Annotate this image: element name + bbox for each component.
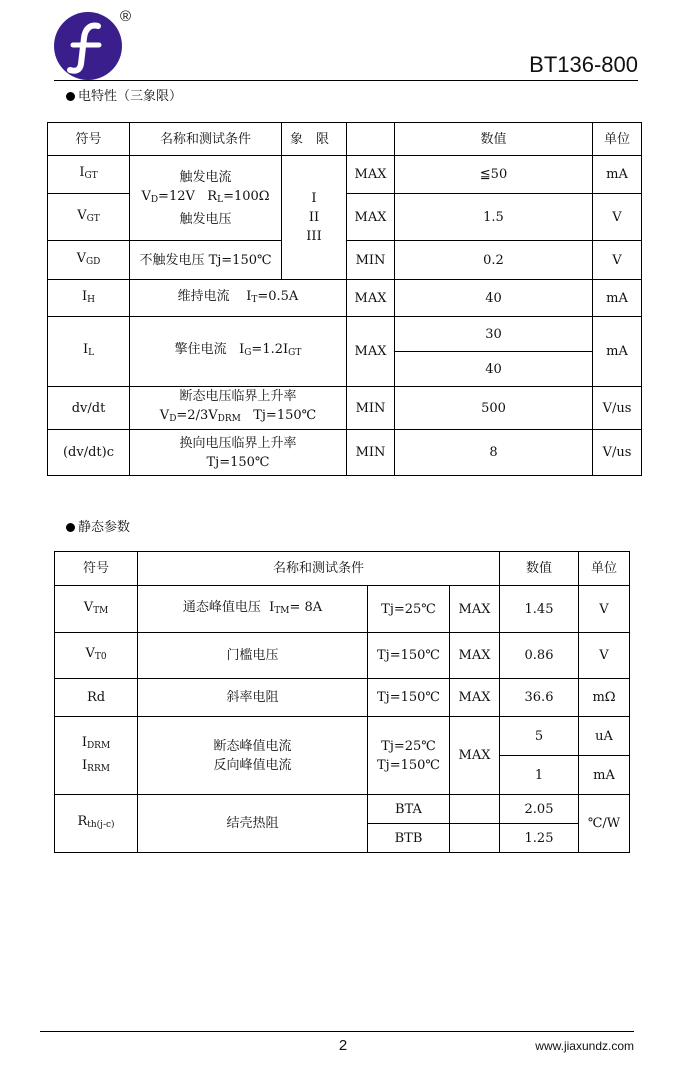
condition-cell: 结壳热阻 [138,795,368,853]
value-cell: 8 [395,430,593,476]
footer-divider [40,1031,634,1032]
header-divider [54,80,638,81]
static-parameters-table [54,551,630,853]
table-header-row [55,552,630,586]
value-cell: 5 [500,717,579,756]
section-title-electrical: 电特性（三象限） [66,85,182,104]
temperature-cell: Tj=150℃ [368,633,450,679]
table-row [48,156,642,194]
website-link[interactable]: www.jiaxundz.com [535,1039,634,1053]
unit-cell: V [579,633,630,679]
unit-cell: V/us [593,430,642,476]
header-cell [347,123,395,156]
table-row [55,717,630,756]
table-row [48,317,642,352]
value-cell: 500 [395,387,593,430]
table-row [55,679,630,717]
value-cell: ≦50 [395,156,593,194]
unit-cell: mA [579,756,630,795]
package-cell: BTB [368,824,450,853]
unit-cell: V/us [593,387,642,430]
minmax-cell: MAX [347,156,395,194]
header-cell: 符号 [48,123,130,156]
section-title-static: 静态参数 [66,516,130,535]
symbol-cell: dv/dt [48,387,130,430]
symbol-cell: $V_{T0}$ [55,633,138,679]
condition-cell: 擎住电流 $I_G=1.2I_{GT}$ [130,317,347,387]
bullet-icon [66,92,75,101]
unit-cell: V [593,241,642,280]
quadrant-cell: I II III [282,156,347,280]
condition-cell: 断态峰值电流 反向峰值电流 [138,717,368,795]
table-row [55,633,630,679]
header-cell: 单位 [593,123,642,156]
table-row [48,280,642,317]
value-cell: 0.86 [500,633,579,679]
table-row [55,795,630,824]
symbol-cell: $V_{TM}$ [55,586,138,633]
table-row [48,387,642,430]
condition-cell: 断态电压临界上升率 $V_D=2/3V_{DRM}$ Tj=150℃ [130,387,347,430]
electrical-characteristics-table [47,122,642,476]
value-cell: 1 [500,756,579,795]
symbol-cell: (dv/dt)c [48,430,130,476]
minmax-cell: MIN [347,387,395,430]
value-cell: 40 [395,352,593,387]
temperature-cell: Tj=25℃ Tj=150℃ [368,717,450,795]
table-row [48,430,642,476]
header-cell: 数值 [500,552,579,586]
minmax-cell: MAX [347,194,395,241]
unit-cell: mA [593,156,642,194]
condition-cell: 不触发电压 Tj=150℃ [130,241,282,280]
unit-cell: mA [593,317,642,387]
minmax-cell [450,824,500,853]
header-cell: 单位 [579,552,630,586]
minmax-cell: MAX [450,717,500,795]
symbol-cell: $V_{GD}$ [48,241,130,280]
symbol-cell: $I_L$ [48,317,130,387]
condition-cell: 维持电流 $I_T=0.5A$ [130,280,347,317]
symbol-cell: Rd [55,679,138,717]
condition-cell: 通态峰值电压 $I_{TM}= 8A$ [138,586,368,633]
document-title: BT136-800 [529,52,638,77]
minmax-cell: MAX [347,280,395,317]
unit-cell: mΩ [579,679,630,717]
minmax-cell: MIN [347,430,395,476]
minmax-cell: MIN [347,241,395,280]
symbol-cell: $V_{GT}$ [48,194,130,241]
unit-cell: ℃/W [579,795,630,853]
symbol-cell: $I_{GT}$ [48,156,130,194]
condition-cell: 触发电流 $V_D=12V$ $R_L=100\Omega$ 触发电压 [130,156,282,241]
minmax-cell: MAX [450,679,500,717]
condition-cell: 门槛电压 [138,633,368,679]
company-logo [54,12,122,80]
bullet-icon [66,523,75,532]
unit-cell: V [579,586,630,633]
value-cell: 1.25 [500,824,579,853]
package-cell: BTA [368,795,450,824]
header-cell: 象 限 [282,123,347,156]
value-cell: 1.5 [395,194,593,241]
value-cell: 40 [395,280,593,317]
unit-cell: mA [593,280,642,317]
table-header-row [48,123,642,156]
unit-cell: V [593,194,642,241]
value-cell: 2.05 [500,795,579,824]
header-cell: 符号 [55,552,138,586]
header-cell: 名称和测试条件 [130,123,282,156]
temperature-cell: Tj=150℃ [368,679,450,717]
condition-cell: 换向电压临界上升率 Tj=150℃ [130,430,347,476]
value-cell: 1.45 [500,586,579,633]
header-cell: 名称和测试条件 [138,552,500,586]
symbol-cell: $R_{th(j-c)}$ [55,795,138,853]
value-cell: 30 [395,317,593,352]
temperature-cell: Tj=25℃ [368,586,450,633]
minmax-cell [450,795,500,824]
minmax-cell: MAX [347,317,395,387]
value-cell: 36.6 [500,679,579,717]
header-cell: 数值 [395,123,593,156]
condition-cell: 斜率电阻 [138,679,368,717]
table-row [55,586,630,633]
value-cell: 0.2 [395,241,593,280]
unit-cell: uA [579,717,630,756]
symbol-cell: $I_{DRM}$ $I_{RRM}$ [55,717,138,795]
page-number: 2 [338,1037,348,1054]
minmax-cell: MAX [450,633,500,679]
registered-mark: ® [120,8,132,25]
symbol-cell: $I_H$ [48,280,130,317]
minmax-cell: MAX [450,586,500,633]
